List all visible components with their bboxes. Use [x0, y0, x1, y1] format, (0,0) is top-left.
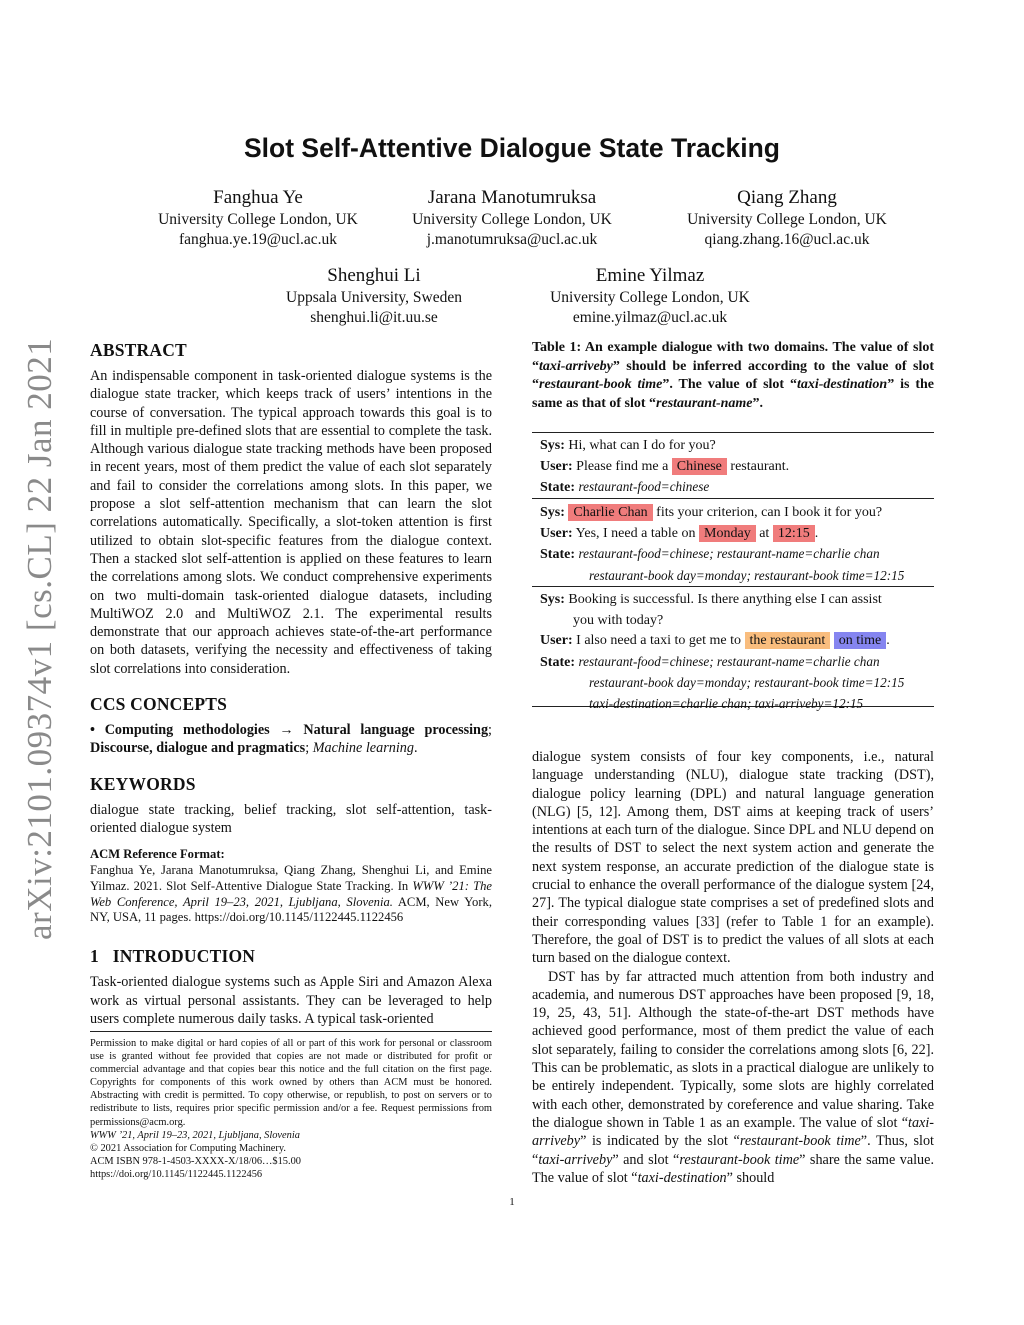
- utterance: fits your criterion, can I book it for you?: [656, 505, 883, 520]
- ccs-separator: ;: [305, 740, 310, 757]
- caption-slot: taxi-destination: [796, 377, 888, 392]
- abstract-heading: ABSTRACT: [90, 340, 187, 360]
- ccs-end: .: [413, 740, 418, 757]
- speaker-label: State:: [540, 480, 575, 495]
- value-highlight: Chinese: [672, 458, 727, 475]
- author-affiliation: University College London, UK: [412, 210, 612, 228]
- ccs-heading: CCS CONCEPTS: [90, 694, 228, 715]
- intro-paragraph: dialogue system consists of four key components, i.e., natural language understanding (NLU), dialogue state tracking (DST), dialogue policy learning (DPL) and natural language generation (NLG) [5, 12]. Among them, DST aims at keeping track of users’ intentions at each turn of the dialogue. Since DPL and NLU depend on the results of DST to select the next system action and generate the next system response, an accurate prediction of the dialogue state is crucial to enhance the overall performance of the dialogue system [24, 27]. The typical dialogue state comprises a set of predefined slots and their corresponding values [33] (refer to Table 1 for an example). Therefore, the goal of DST is to predict the values of all slots at each turn based on the dialogue context.: [532, 749, 934, 967]
- ccs-item: Natural language processing: [303, 722, 489, 739]
- ccs-item: Machine learning: [312, 740, 414, 757]
- speaker-label: Sys:: [540, 438, 565, 453]
- author-email: fanghua.ye.19@ucl.ac.uk: [178, 231, 338, 248]
- user-line: [540, 631, 934, 652]
- author-affiliation: University College London, UK: [687, 210, 887, 228]
- permission-isbn: ACM ISBN 978-1-4503-XXXX-X/18/06…$15.00: [90, 1155, 301, 1167]
- text-run: ”. Thus, slot “: [532, 1133, 934, 1168]
- utterance: .: [886, 633, 890, 648]
- author-name: Shenghui Li: [327, 265, 421, 286]
- value-highlight: Monday: [699, 525, 756, 542]
- value-highlight: Charlie Chan: [568, 504, 652, 521]
- paper-title: Slot Self-Attentive Dialogue State Tracking: [244, 133, 780, 163]
- utterance: you with today?: [573, 612, 664, 628]
- speaker-label: User:: [540, 633, 573, 648]
- left-column: [90, 340, 492, 1028]
- permission-venue: WWW ’21, April 19–23, 2021, Ljubljana, Slovenia: [90, 1129, 300, 1141]
- dialogue-turn: [540, 590, 934, 714]
- author-email: qiang.zhang.16@ucl.ac.uk: [704, 231, 870, 248]
- acm-ref-text: [90, 863, 492, 926]
- acm-ref-heading: ACM Reference Format:: [90, 847, 225, 862]
- author-block: [362, 188, 662, 251]
- speaker-label: State:: [540, 654, 575, 670]
- utterance: Yes, I need a table on: [575, 525, 696, 541]
- user-line: [540, 524, 934, 545]
- slot-name: restaurant-book time: [739, 1133, 861, 1150]
- dialogue-turn: [540, 436, 934, 499]
- text-run: DST has by far attracted much attention from both industry and academia, and numerous DST approaches have been proposed [9, 18, 19, 25, 43, 51]. Although the state-of-the-art DST methods have achieved good performance, most of them predict the value of each slot separately, failing to consider the correlations among slots [6, 22]. This can be problematic, as slots in a practical dialogue are unlikely to be entirely independent. Typically, some slots are highly correlated with each other, demonstrated by coreference and value sharing. Take the dialogue shown in Table 1 as an example. The value of slot “: [532, 968, 934, 1131]
- caption-text: ”. The value of slot “: [662, 377, 797, 392]
- value-highlight: 12:15: [773, 525, 815, 542]
- intro-paragraph: [532, 968, 934, 1188]
- utterance: Hi, what can I do for you?: [568, 438, 716, 453]
- text-run: ” is indicated by the slot “: [580, 1133, 740, 1150]
- caption-slot: taxi-arriveby: [539, 358, 613, 374]
- author-affiliation: University College London, UK: [550, 288, 750, 306]
- dialogue-state: restaurant-food=chinese: [578, 479, 710, 494]
- utterance: at: [759, 525, 770, 541]
- dialogue-state: restaurant-food=chinese; restaurant-name=charlie chan: [578, 653, 880, 669]
- dialogue-state: restaurant-book day=monday; restaurant-book time=12:15: [589, 567, 905, 583]
- speaker-label: User:: [540, 458, 573, 474]
- intro-heading: [90, 946, 492, 967]
- author-block: [500, 266, 800, 329]
- caption-slot: restaurant-name: [656, 395, 753, 411]
- arrow-icon: →: [279, 722, 294, 739]
- section-title: INTRODUCTION: [112, 946, 256, 967]
- slot-name: restaurant-book time: [679, 1151, 800, 1168]
- keywords-text: dialogue state tracking, belief tracking, slot self-attention, task-oriented dialogue system: [90, 801, 492, 836]
- permission-copyright: © 2021 Association for Computing Machinery.: [90, 1142, 286, 1154]
- speaker-label: Sys:: [540, 592, 565, 607]
- caption-text: Table 1: An example dialogue with two domains. The value of slot “: [532, 340, 934, 374]
- utterance: .: [814, 525, 819, 541]
- permission-doi: https://doi.org/10.1145/1122445.1122456: [90, 1168, 263, 1180]
- acm-ref-part: Fanghua Ye, Jarana Manotumruksa, Qiang Zhang, Shenghui Li, and Emine Yilmaz. 2021. Slot Self-Attentive Dialogue State Tracking. In: [90, 863, 492, 893]
- intro-paragraph: Task-oriented dialogue systems such as Apple Siri and Amazon Alexa work as virtual personal assistants. They can be leveraged to help users complete numerous daily tasks. A typical task-oriented: [90, 974, 492, 1027]
- ccs-bullet: •: [90, 722, 95, 739]
- text-run: ” should: [726, 1169, 775, 1186]
- author-email: j.manotumruksa@ucl.ac.uk: [426, 231, 598, 248]
- ccs-item: Computing methodologies: [104, 722, 270, 739]
- slot-name: taxi-arriveby: [538, 1151, 613, 1168]
- speaker-label: State:: [540, 547, 575, 562]
- user-line: [540, 457, 934, 478]
- value-highlight: on time: [834, 632, 886, 649]
- acm-ref-part: ACM, New York, NY, USA, 11 pages. https://doi.org/10.1145/1122445.1122456: [90, 894, 492, 925]
- ccs-separator: ;: [488, 722, 492, 739]
- utterance: Booking is successful. Is there anything else I can assist: [568, 592, 882, 607]
- state-line: [540, 477, 934, 499]
- slot-name: taxi-destination: [637, 1169, 727, 1186]
- author-block: [637, 188, 937, 251]
- section-number: 1: [90, 946, 99, 967]
- dialogue-state: taxi-destination=charlie chan; taxi-arriveby=12:15: [589, 695, 864, 711]
- author-email: shenghui.li@it.uu.se: [310, 309, 438, 326]
- state-line: [540, 544, 934, 566]
- dialogue-turn: [540, 503, 934, 586]
- author-block: [224, 266, 524, 329]
- author-name: Qiang Zhang: [737, 187, 837, 208]
- slot-name: taxi-arriveby: [532, 1114, 934, 1150]
- keywords-heading: KEYWORDS: [90, 773, 196, 794]
- state-line: [540, 652, 934, 674]
- acm-ref-venue: WWW ’21: The Web Conference, April 19–23, 2021, Ljubljana, Slovenia.: [90, 878, 492, 909]
- page-number: 1: [509, 1196, 515, 1208]
- sys-line: [540, 590, 934, 611]
- table-caption: [532, 339, 934, 413]
- arxiv-stamp: arXiv:2101.09374v1 [cs.CL] 22 Jan 2021: [20, 337, 59, 940]
- sys-line: [540, 503, 934, 524]
- sys-line: [540, 436, 934, 457]
- caption-text: ” should be inferred according to the value of slot “: [532, 358, 934, 392]
- author-affiliation: Uppsala University, Sweden: [286, 288, 462, 306]
- author-affiliation: University College London, UK: [158, 210, 358, 228]
- table-top-rule: [532, 432, 934, 433]
- right-column: [532, 748, 934, 1187]
- speaker-label: Sys:: [540, 505, 565, 520]
- speaker-label: User:: [540, 525, 573, 541]
- dialogue-state: restaurant-book day=monday; restaurant-book time=12:15: [589, 675, 905, 690]
- ccs-item: Discourse, dialogue and pragmatics: [90, 740, 306, 757]
- caption-slot: restaurant-book time: [539, 377, 663, 392]
- utterance: restaurant.: [730, 458, 790, 474]
- ccs-concepts: [90, 721, 492, 758]
- author-name: Emine Yilmaz: [595, 265, 705, 286]
- table-row-rule: [532, 586, 934, 587]
- dialogue-state: restaurant-food=chinese; restaurant-name=charlie chan: [578, 546, 880, 561]
- value-highlight: the restaurant: [745, 632, 831, 649]
- permission-text: Permission to make digital or hard copies of all or part of this work for personal or classroom use is granted without fee provided that copies are not made or distributed for profit or commercial advantage and that copies bear this notice and the full citation on the first page. Copyrights for components of this work owned by others than ACM must be honored. Abstracting with credit is permitted. To copy otherwise, or republish, to post on servers or to redistribute to lists, requires prior specific permission and/or a fee. Request permissions from permissions@acm.org.: [90, 1038, 492, 1128]
- permission-block: [90, 1037, 492, 1181]
- text-run: ” and slot “: [612, 1151, 680, 1168]
- utterance: Please find me a: [576, 458, 669, 474]
- author-name: Jarana Manotumruksa: [427, 187, 597, 208]
- author-name: Fanghua Ye: [213, 187, 303, 208]
- utterance: I also need a taxi to get me to: [576, 633, 741, 648]
- footnote-rule: [90, 1031, 492, 1032]
- abstract-text: An indispensable component in task-oriented dialogue systems is the dialogue state tracker, which keeps track of users’ intentions in the course of conversation. The typical approach towards this goal is to fill in multiple pre-defined slots that are essential to complete the task. Although various dialogue state tracking methods have been proposed in recent years, most of them predict the value of each slot separately and fail to consider the correlations among slots. In this paper, we propose a slot self-attention mechanism that can learn the slot correlations automatically. Specifically, a slot-token attention is first utilized to obtain slot-specific features from the dialogue context. Then a stacked slot self-attention is applied on these features to learn the correlations among slots. We conduct comprehensive experiments on two multi-domain task-oriented dialogue datasets, including MultiWOZ 2.0 and MultiWOZ 2.1. The experimental results demonstrate that our approach achieves state-of-the-art performance on both datasets, verifying the necessity and effectiveness of taking slot correlations into consideration.: [90, 368, 492, 677]
- caption-text: ” is the same as that of slot “: [532, 377, 934, 411]
- text-run: ” share the same value. The value of slot “: [532, 1151, 935, 1186]
- author-email: emine.yilmaz@ucl.ac.uk: [572, 309, 728, 326]
- caption-text: ”.: [752, 395, 764, 411]
